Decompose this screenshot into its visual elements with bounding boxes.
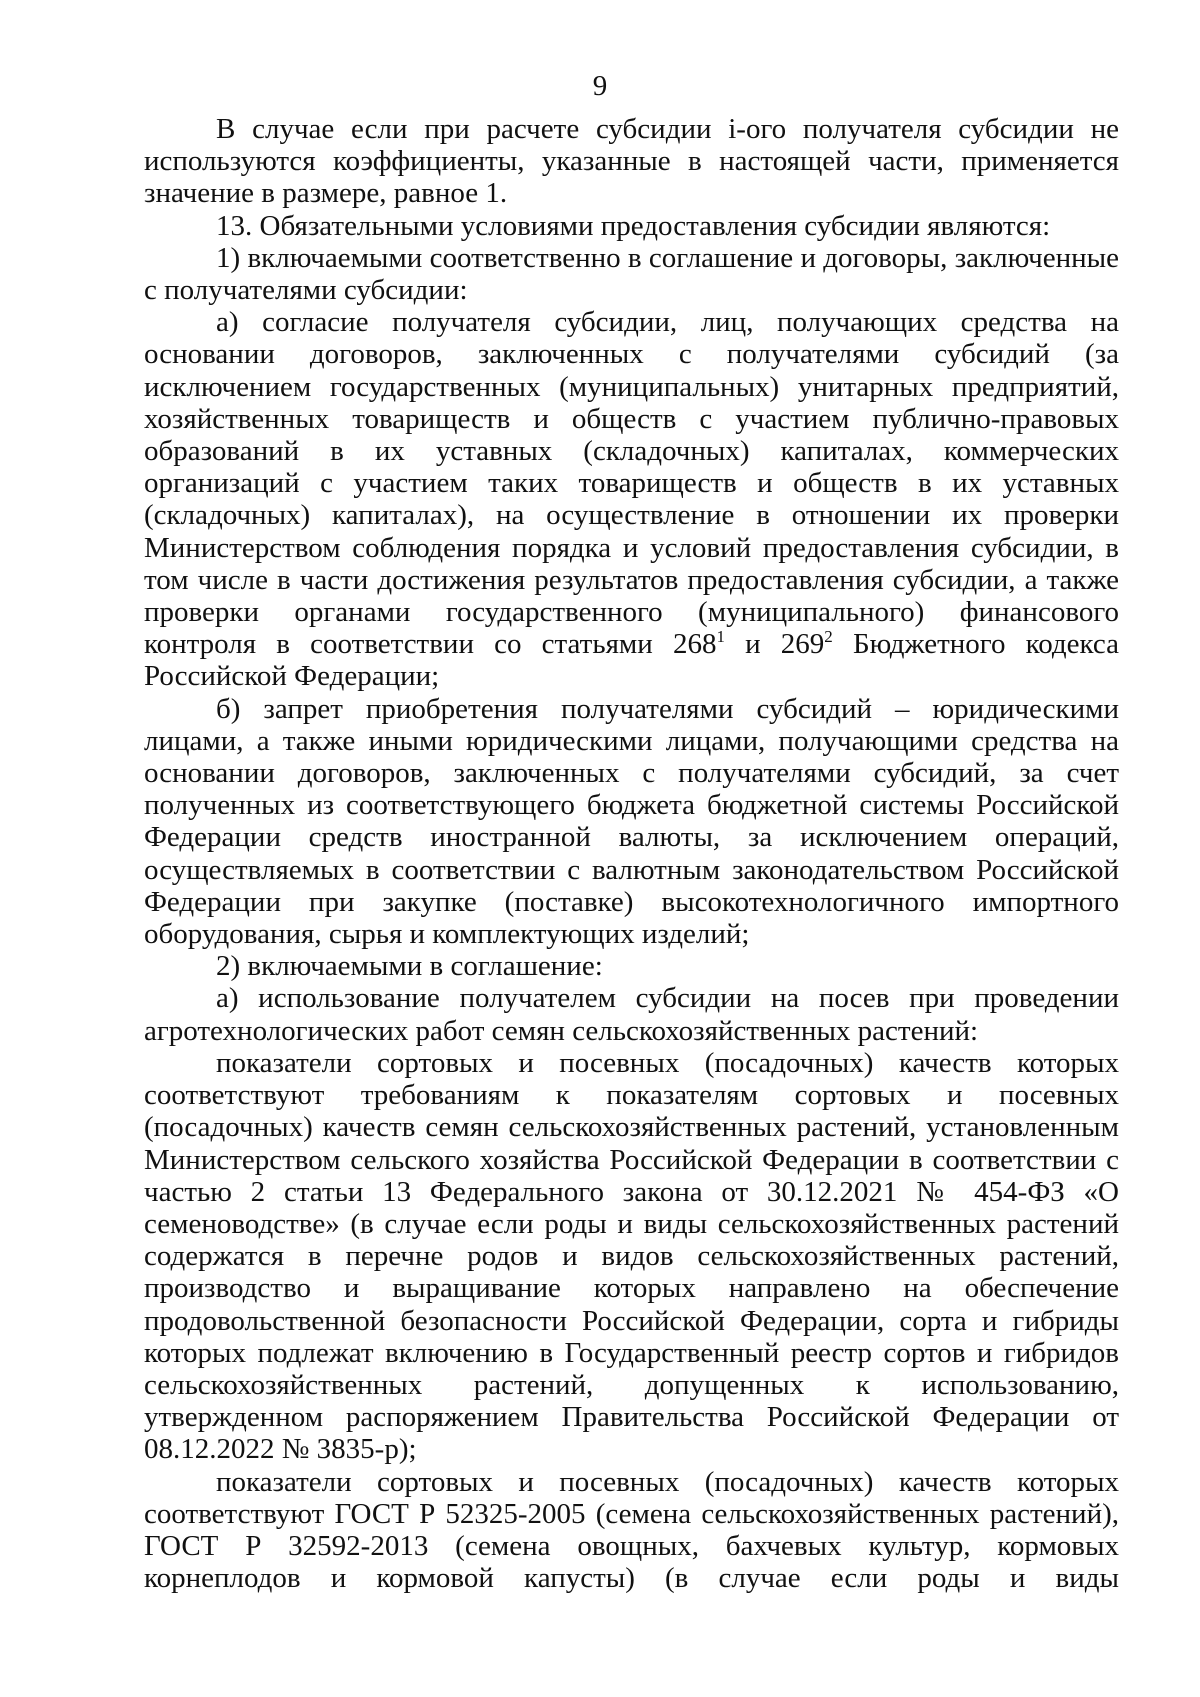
paragraph-item-1a-mid: и 269 (724, 628, 825, 661)
paragraph-item-2a: а) использование получателем субсидии на посев при проведении агротехнологических работ семян сельскохозяйственных растений: (144, 982, 1119, 1047)
paragraph-item-2: 2) включаемыми в соглашение: (216, 950, 603, 983)
footnote-superscript-268: 1 (716, 627, 725, 647)
paragraph-seed-quality-requirements: показатели сортовых и посевных (посадочных) качеств которых соответствуют требованиям к показателям сортовых и посевных (посадочных) качеств семян сельскохозяйственных растений, установленным Министерством сельского хозяйства Российской Федерации в соответствии с частью 2 статьи 13 Федерального закона от 30.12.2021 № 454-ФЗ «О семеноводстве» (в случае если роды и виды сельскохозяйственных растений содержатся в перечне родов и видов сельскохозяйственных растений, производство и выращивание которых направлено на обеспечение продовольственной безопасности Российской Федерации, сорта и гибриды которых подлежат включению в Государственный реестр сортов и гибридов сельскохозяйственных растений, допущенных к использованию, утвержденном распоряжением Правительства Российской Федерации от 08.12.2022 № 3835-р); (144, 1046, 1119, 1466)
paragraph-item-1: 1) включаемыми соответственно в соглашение и договоры, заключенные с получателями субсидии: (144, 241, 1119, 307)
paragraph-item-1a-end: Бюджетного кодекса Российской Федерации; (144, 628, 1119, 693)
paragraph-item-1b: б) запрет приобретения получателями субсидий – юридическими лицами, а также иными юридическими лицами, получающими средства на основании договоров, заключенных с получателями субсидий, за счет полученных из соответствующего бюджета бюджетной системы Российской Федерации средств иностранной валюты, за исключением операций, осуществляемых в соответствии с валютным законодательством Российской Федерации при закупке (поставке) высокотехнологичного импортного оборудования, сырья и комплектующих изделий; (144, 692, 1119, 951)
document-body (144, 113, 1119, 1594)
paragraph-item-1a-text: а) согласие получателя субсидии, лиц, получающих средства на основании договоров, заключенных с получателями субсидий (за исключением государственных (муниципальных) унитарных предприятий, хозяйственных товариществ и обществ с участием публично-правовых образований в их уставных (складочных) капиталах, коммерческих организаций с участием таких товариществ и обществ в их уставных (складочных) капиталах), на осуществление в отношении их проверки Министерством соблюдения порядка и условий предоставления субсидии, в том числе в части достижения результатов предоставления субсидии, а также проверки органами государственного (муниципального) финансового контроля в соответствии со статьями 268 (144, 306, 1119, 661)
paragraph-section-13: 13. Обязательными условиями предоставления субсидии являются: (216, 209, 1051, 242)
footnote-superscript-269: 2 (824, 627, 833, 647)
page-number: 9 (592, 70, 608, 102)
paragraph-item-1a (144, 306, 1119, 692)
paragraph-gost-standards: показатели сортовых и посевных (посадочных) качеств которых соответствуют ГОСТ Р 52325-2005 (семена сельскохозяйственных растений), ГОСТ Р 32592-2013 (семена овощных, бахчевых культур, кормовых корнеплодов и кормовой капусты) (в случае если роды и виды (144, 1465, 1119, 1595)
paragraph-coefficient-default: В случае если при расчете субсидии i-ого получателя субсидии не используются коэффициенты, указанные в настоящей части, применяется значение в размере, равное 1. (144, 113, 1119, 210)
